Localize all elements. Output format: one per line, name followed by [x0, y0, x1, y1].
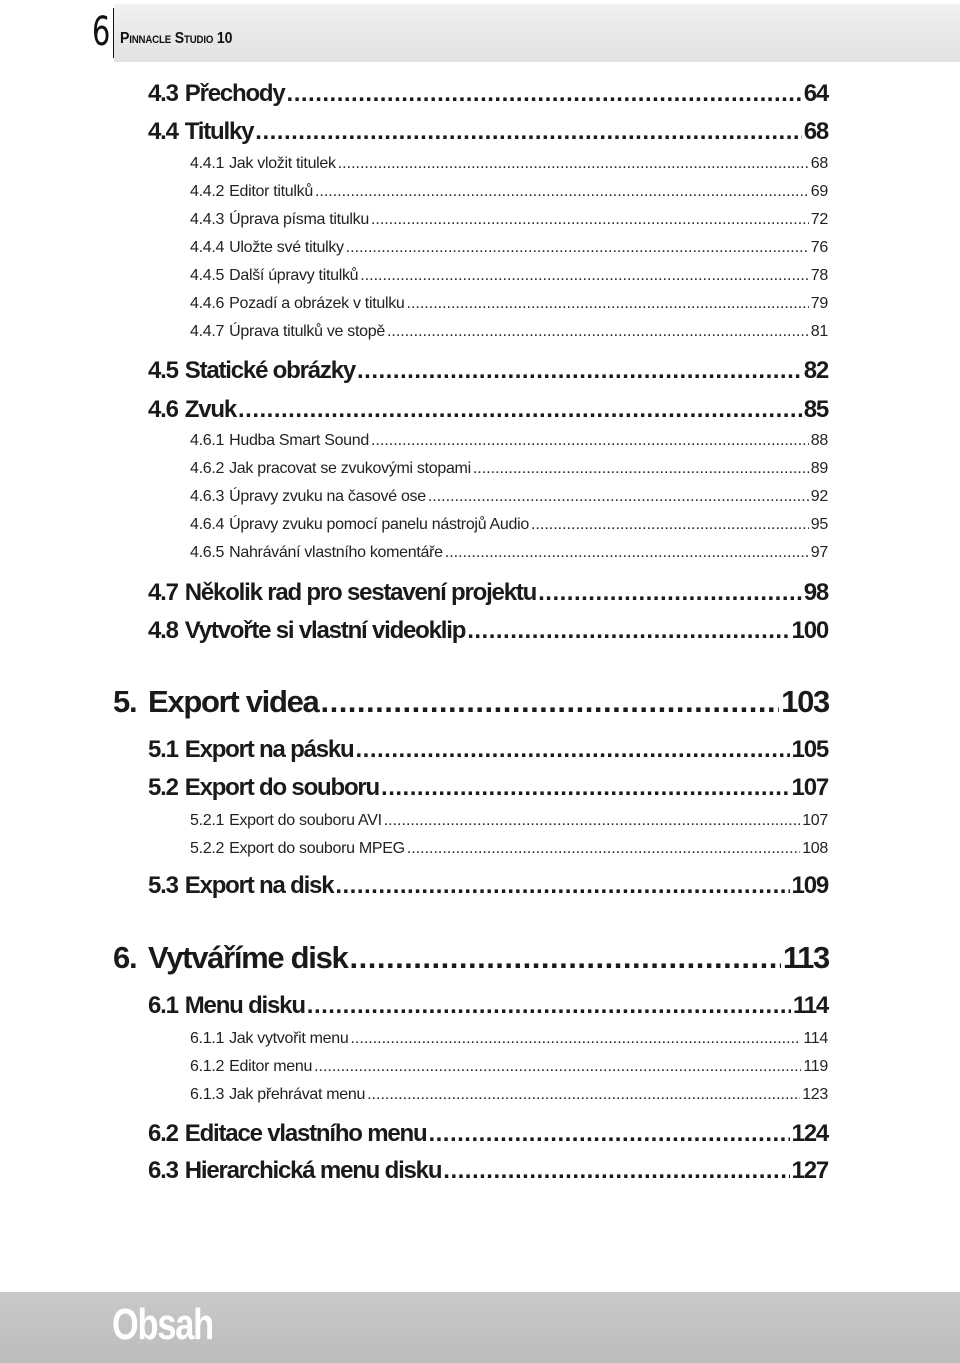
toc-entry-number: 4.6.2 — [190, 460, 225, 477]
toc-entry-title: Jak pracovat se zvukovými stopami — [229, 460, 471, 477]
toc-entry[interactable] — [190, 211, 828, 229]
dot-leader — [445, 544, 809, 562]
toc-entry-number: 4.4 — [148, 118, 178, 145]
header-divider — [113, 8, 114, 58]
dot-leader — [350, 940, 781, 976]
dot-leader — [338, 155, 809, 173]
dot-leader — [238, 396, 802, 424]
toc-entry-number: 4.4.2 — [190, 183, 225, 200]
toc-entry-page: 108 — [802, 840, 828, 857]
toc-entry[interactable] — [190, 812, 828, 830]
toc-entry-number: 5.2 — [148, 774, 178, 801]
toc-entry-page: 119 — [803, 1058, 828, 1075]
toc-entry-page: 100 — [791, 617, 828, 644]
toc-entry-title: Uložte své titulky — [229, 239, 344, 256]
toc-entry[interactable] — [148, 1120, 828, 1148]
toc-entry-title: Vytvořte si vlastní videoklip — [184, 617, 466, 644]
toc-entry-title: Úprava titulků ve stopě — [229, 323, 385, 340]
dot-leader — [467, 617, 789, 645]
toc-entry-page: 114 — [803, 1030, 828, 1047]
toc-entry-number: 4.8 — [148, 617, 178, 644]
toc-entry[interactable] — [190, 155, 828, 173]
toc-entry-page: 68 — [803, 118, 828, 145]
toc-entry-number: 6.2 — [148, 1120, 178, 1147]
toc-entry-page: 103 — [781, 684, 829, 719]
toc-entry-number: 4.4.7 — [190, 323, 225, 340]
toc-entry-page: 107 — [802, 812, 828, 829]
dot-leader — [355, 736, 789, 764]
toc-entry-number: 4.4.1 — [190, 155, 225, 172]
toc-entry-page: 95 — [810, 516, 828, 533]
toc-entry-number: 4.6.1 — [190, 432, 225, 449]
toc-entry-title: Přechody — [184, 80, 285, 107]
toc-entry-page: 123 — [802, 1086, 828, 1103]
dot-leader — [314, 1058, 801, 1076]
toc-entry-page: 79 — [810, 295, 828, 312]
dot-leader — [473, 460, 809, 478]
toc-entry-page: 92 — [810, 488, 828, 505]
toc-entry-title: Export videa — [148, 684, 319, 719]
toc-entry[interactable] — [148, 118, 828, 146]
dot-leader — [255, 118, 801, 146]
toc-entry-title: Několik rad pro sestavení projektu — [184, 579, 537, 606]
toc-entry[interactable] — [148, 579, 828, 607]
toc-entry-number: 4.3 — [148, 80, 178, 107]
toc-entry-number: 4.6.5 — [190, 544, 225, 561]
toc-entry-page: 64 — [803, 80, 828, 107]
toc-entry[interactable] — [148, 80, 828, 108]
toc-entry-title: Vytváříme disk — [148, 940, 348, 975]
toc-entry-page: 76 — [810, 239, 828, 256]
dot-leader — [538, 579, 802, 607]
toc-entry[interactable] — [190, 840, 828, 858]
toc-entry-number: 5.2.1 — [190, 812, 225, 829]
toc-entry-number: 5.1 — [148, 736, 178, 763]
toc-entry-title: Nahrávání vlastního komentáře — [229, 544, 443, 561]
toc-entry-page: 81 — [810, 323, 828, 340]
dot-leader — [320, 684, 779, 720]
toc-entry-title: Pozadí a obrázek v titulku — [229, 295, 405, 312]
book-title: Pinnacle Studio 10 — [120, 30, 233, 47]
toc-entry[interactable] — [190, 183, 828, 201]
dot-leader — [428, 1120, 789, 1148]
dot-leader — [307, 992, 791, 1020]
toc-entry-number: 5.3 — [148, 872, 178, 899]
running-header — [0, 0, 960, 70]
toc-entry-page: 113 — [782, 940, 829, 975]
toc-entry[interactable] — [190, 516, 828, 534]
toc-entry-page: 78 — [810, 267, 828, 284]
section-title: Obsah — [112, 1300, 213, 1349]
toc-entry-number: 4.6.4 — [190, 516, 225, 533]
toc-entry[interactable] — [190, 488, 828, 506]
toc-entry-title: Export do souboru AVI — [229, 812, 382, 829]
toc-entry[interactable] — [148, 1157, 828, 1185]
toc-entry-title: Export do souboru MPEG — [229, 840, 405, 857]
dot-leader — [407, 295, 809, 313]
dot-leader — [407, 840, 800, 858]
header-bar — [114, 4, 960, 62]
toc-entry-title: Jak přehrávat menu — [229, 1086, 366, 1103]
dot-leader — [384, 812, 800, 830]
toc-entry-number: 4.7 — [148, 579, 178, 606]
dot-leader — [531, 516, 809, 534]
toc-entry[interactable] — [190, 239, 828, 257]
toc-entry-title: Statické obrázky — [184, 357, 355, 384]
toc-entry-title: Export na disk — [184, 872, 334, 899]
toc-entry-page: 105 — [791, 736, 828, 763]
toc-entry-page: 127 — [791, 1157, 828, 1184]
dot-leader — [367, 1086, 800, 1104]
toc-entry-number: 6.1 — [148, 992, 178, 1019]
toc-entry[interactable] — [148, 736, 828, 764]
dot-leader — [360, 267, 809, 285]
toc-entry-page: 68 — [810, 155, 828, 172]
toc-entry-title: Editace vlastního menu — [184, 1120, 427, 1147]
dot-leader — [371, 432, 809, 450]
toc-entry-title: Jak vytvořit menu — [229, 1030, 349, 1047]
dot-leader — [315, 183, 809, 201]
toc-entry-page: 89 — [810, 460, 828, 477]
toc-entry-number: 5. — [113, 684, 137, 719]
page-number: 6 — [92, 9, 111, 55]
toc-entry-page: 97 — [810, 544, 828, 561]
toc-entry-title: Editor menu — [229, 1058, 313, 1075]
toc-entry-page: 85 — [803, 396, 828, 423]
toc-entry[interactable] — [190, 295, 828, 313]
toc-entry[interactable] — [190, 432, 828, 450]
toc-entry-page: 114 — [792, 992, 828, 1019]
toc-entry-title: Menu disku — [184, 992, 305, 1019]
toc-entry-number: 4.4.5 — [190, 267, 225, 284]
toc-entry-number: 6.1.3 — [190, 1086, 225, 1103]
toc-entry-number: 4.4.6 — [190, 295, 225, 312]
toc-entry[interactable] — [190, 323, 828, 341]
toc-entry[interactable] — [190, 544, 828, 562]
dot-leader — [387, 323, 809, 341]
dot-leader — [381, 774, 790, 802]
toc-entry-number: 4.4.3 — [190, 211, 225, 228]
toc-entry-title: Úprava písma titulku — [229, 211, 369, 228]
toc-entry[interactable] — [113, 684, 829, 720]
toc-entry-title: Úpravy zvuku pomocí panelu nástrojů Audio — [229, 516, 529, 533]
toc-entry[interactable] — [148, 774, 828, 802]
toc-entry[interactable] — [113, 940, 829, 976]
toc-entry[interactable] — [148, 872, 828, 900]
toc-entry[interactable] — [190, 1086, 828, 1104]
toc-entry-number: 4.5 — [148, 357, 178, 384]
toc-entry-number: 4.6.3 — [190, 488, 225, 505]
toc-entry[interactable] — [190, 1030, 828, 1048]
toc-entry-title: Hierarchická menu disku — [184, 1157, 442, 1184]
dot-leader — [287, 80, 802, 108]
toc-entry-number: 6.1.2 — [190, 1058, 225, 1075]
toc-entry-title: Zvuk — [184, 396, 236, 423]
dot-leader — [428, 488, 809, 506]
toc-entry-title: Export na pásku — [184, 736, 354, 763]
toc-entry-number: 6. — [113, 940, 137, 975]
toc-entry-page: 69 — [810, 183, 828, 200]
toc-entry[interactable] — [148, 396, 828, 424]
toc-entry-page: 98 — [803, 579, 828, 606]
toc-entry-title: Hudba Smart Sound — [229, 432, 369, 449]
toc-entry-page: 109 — [791, 872, 828, 899]
toc-entry[interactable] — [190, 1058, 828, 1076]
dot-leader — [346, 239, 809, 257]
toc-entry[interactable] — [190, 460, 828, 478]
toc-entry[interactable] — [148, 357, 828, 385]
toc-entry[interactable] — [148, 617, 828, 645]
toc-entry-page: 107 — [791, 774, 828, 801]
toc-entry-title: Další úpravy titulků — [229, 267, 359, 284]
toc-entry-number: 4.4.4 — [190, 239, 225, 256]
dot-leader — [443, 1157, 789, 1185]
toc-entry-number: 6.1.1 — [190, 1030, 225, 1047]
toc-entry-page: 72 — [810, 211, 828, 228]
toc-entry[interactable] — [190, 267, 828, 285]
dot-leader — [335, 872, 789, 900]
dot-leader — [371, 211, 809, 229]
toc-entry-number: 6.3 — [148, 1157, 178, 1184]
toc-entry-title: Titulky — [184, 118, 254, 145]
dot-leader — [350, 1030, 801, 1048]
toc-entry[interactable] — [148, 992, 828, 1020]
toc-entry-title: Editor titulků — [229, 183, 313, 200]
dot-leader — [357, 357, 802, 385]
toc-entry-number: 4.6 — [148, 396, 178, 423]
toc-entry-title: Export do souboru — [184, 774, 380, 801]
toc-entry-number: 5.2.2 — [190, 840, 225, 857]
toc-entry-title: Jak vložit titulek — [229, 155, 336, 172]
toc-entry-page: 88 — [810, 432, 828, 449]
toc-entry-page: 82 — [803, 357, 828, 384]
toc-entry-page: 124 — [791, 1120, 828, 1147]
toc-entry-title: Úpravy zvuku na časové ose — [229, 488, 426, 505]
